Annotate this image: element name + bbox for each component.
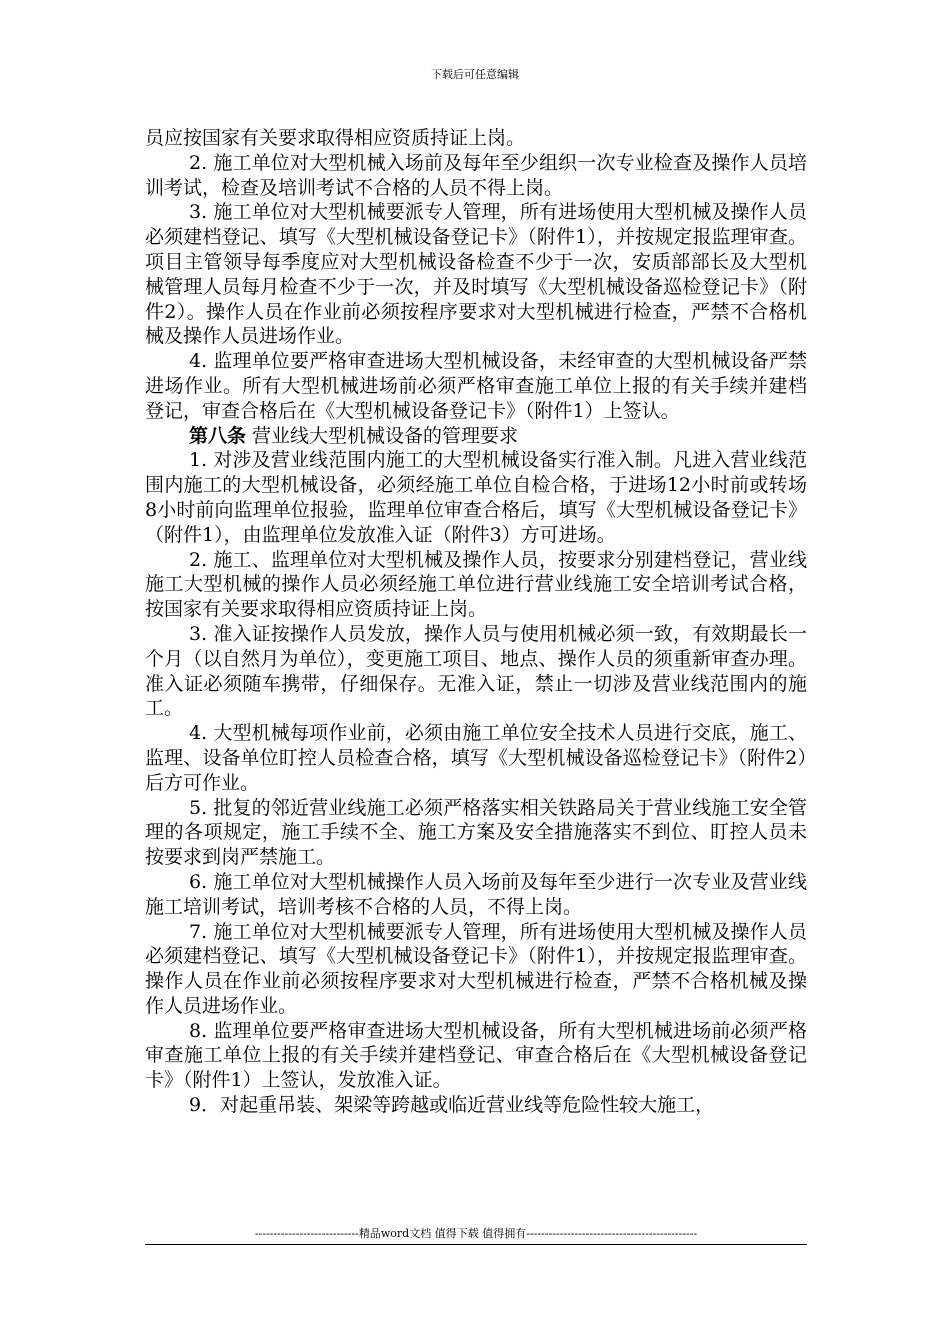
paragraph-article8-item-5: 5. 批复的邻近营业线施工必须严格落实相关铁路局关于营业线施工安全管理的各项规定，施工手续不全、施工方案及安全措施落实不到位、盯控人员未按要求到岗严禁施工。	[145, 796, 807, 869]
paragraph-article8-item-9: 9．对起重吊装、架梁等跨越或临近营业线等危险性较大施工，	[189, 1094, 715, 1117]
article-title: 营业线大型机械设备的管理要求	[246, 424, 519, 447]
paragraph-article8-item-6: 6. 施工单位对大型机械操作人员入场前及每年至少进行一次专业及营业线施工培训考试，培训考核不合格的人员，不得上岗。	[145, 870, 807, 918]
section-heading-article-8	[145, 424, 807, 449]
paragraph-continuation: 员应按国家有关要求取得相应资质持证上岗。	[145, 127, 526, 149]
article-label: 第八条	[189, 424, 247, 447]
page-footer-note: ----------------------------精品word文档 值得下载 值得拥有----------------------------------------------	[254, 1227, 698, 1240]
paragraph-item-4: 4. 监理单位要严格审查进场大型机械设备，未经审查的大型机械设备严禁进场作业。所有大型机械进场前必须严格审查施工单位上报的有关手续并建档登记，审查合格后在《大型机械设备登记卡》（附件1）上签认。	[145, 350, 807, 422]
paragraph-article8-item-2: 2. 施工、监理单位对大型机械及操作人员，按要求分别建档登记，营业线施工大型机械的操作人员必须经施工单位进行营业线施工安全培训考试合格，按国家有关要求取得相应资质持证上岗。	[145, 548, 807, 621]
paragraph-item-2: 2. 施工单位对大型机械入场前及每年至少组织一次专业检查及操作人员培训考试，检查及培训考试不合格的人员不得上岗。	[145, 151, 807, 199]
paragraph-article8-item-1: 1. 对涉及营业线范围内施工的大型机械设备实行准入制。凡进入营业线范围内施工的大型机械设备，必须经施工单位自检合格，于进场12小时前或转场8小时前向监理单位报验，监理单位审查合格后，填写《大型机械设备登记卡》（附件1），由监理单位发放准入证（附件3）方可进场。	[145, 449, 807, 546]
paragraph-article8-item-7: 7. 施工单位对大型机械要派专人管理，所有进场使用大型机械及操作人员必须建档登记、填写《大型机械设备登记卡》（附件1），并按规定报监理审查。操作人员在作业前必须按程序要求对大型机械进行检查，严禁不合格机械及操作人员进场作业。	[145, 920, 807, 1017]
footer-divider	[145, 1244, 807, 1245]
paragraph-article8-item-3: 3. 准入证按操作人员发放，操作人员与使用机械必须一致，有效期最长一个月（以自然月为单位），变更施工项目、地点、操作人员的须重新审查办理。准入证必须随车携带，仔细保存。无准入证，禁止一切涉及营业线范围内的施工。	[145, 622, 807, 720]
paragraph-item-3: 3. 施工单位对大型机械要派专人管理，所有进场使用大型机械及操作人员必须建档登记、填写《大型机械设备登记卡》（附件1），并按规定报监理审查。项目主管领导每季度应对大型机械设备检查不少于一次，安质部部长及大型机械管理人员每月检查不少于一次，并及时填写《大型机械设备巡检登记卡》（附件2）。操作人员在作业前必须按程序要求对大型机械进行检查，严禁不合格机械及操作人员进场作业。	[145, 201, 807, 348]
paragraph-article8-item-8: 8. 监理单位要严格审查进场大型机械设备，所有大型机械进场前必须严格审查施工单位上报的有关手续并建档登记、审查合格后在《大型机械设备登记卡》（附件1）上签认，发放准入证。	[145, 1019, 807, 1092]
document-body	[145, 126, 807, 1118]
page-header-note: 下载后可任意编辑	[431, 68, 519, 81]
paragraph-article8-item-4: 4. 大型机械每项作业前，必须由施工单位安全技术人员进行交底，施工、监理、设备单位盯控人员检查合格，填写《大型机械设备巡检登记卡》（附件2）后方可作业。	[145, 722, 807, 794]
